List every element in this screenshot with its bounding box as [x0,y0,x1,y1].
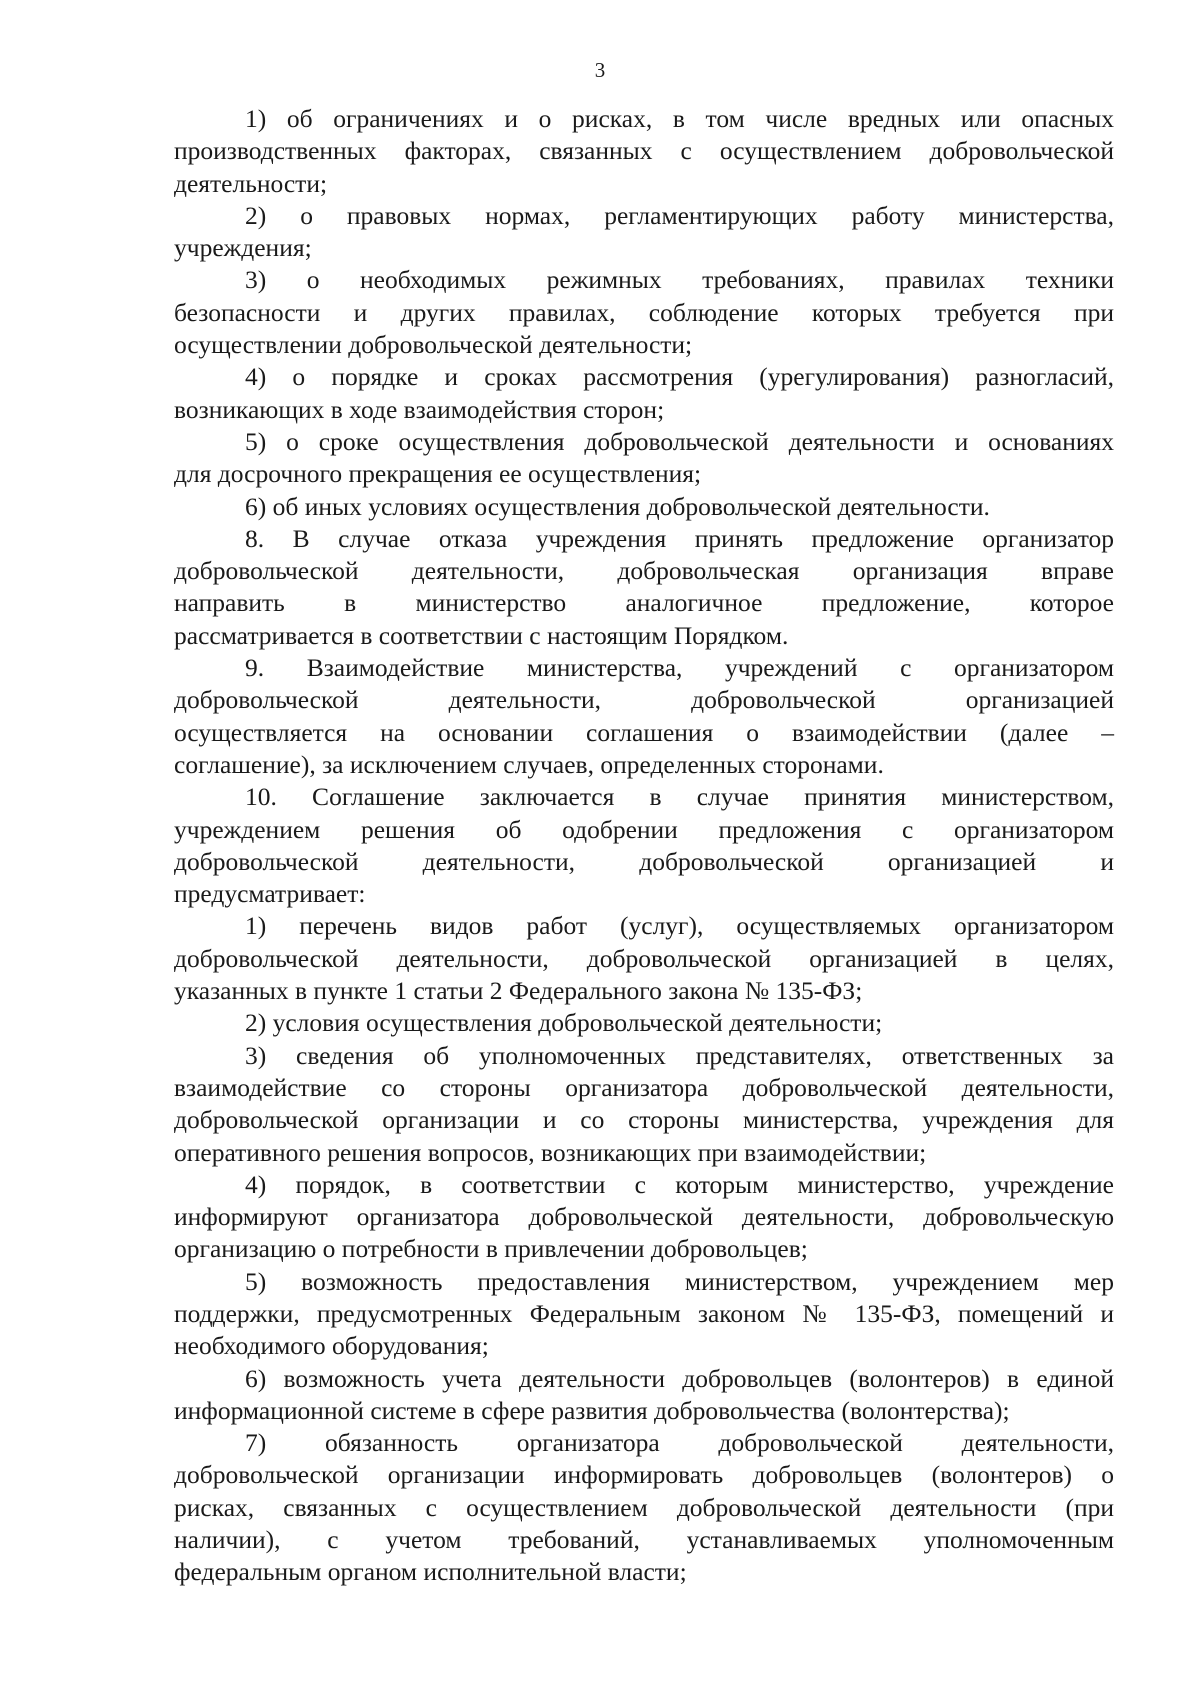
text-line: оперативного решения вопросов, возникающих при взаимодействии; [174,1137,927,1167]
text-line: соглашение), за исключением случаев, определенных сторонами. [174,749,884,779]
paragraph [174,1266,1114,1363]
paragraph [174,523,1114,652]
text-line: добровольческой организации информировать добровольцев (волонтеров) о [174,1460,1114,1490]
paragraph [174,1040,1114,1169]
text-line: 5) возможность предоставления министерством, учреждением мер [245,1266,1114,1296]
paragraph [174,200,1114,265]
text-line: информационной системе в сфере развития добровольчества (волонтерства); [174,1395,1010,1425]
text-line: осуществлении добровольческой деятельности; [174,330,693,360]
text-line: добровольческой деятельности, добровольческой организацией и [174,846,1114,876]
paragraph [174,264,1114,361]
paragraph [174,1363,1114,1428]
paragraph [174,1007,1114,1039]
paragraph [174,491,1114,523]
text-line: 9. Взаимодействие министерства, учреждений с организатором [245,653,1114,683]
text-line: рисках, связанных с осуществлением добровольческой деятельности (при [174,1492,1114,1522]
text-line: взаимодействие со стороны организатора добровольческой деятельности, [174,1072,1114,1102]
text-line: 1) об ограничениях и о рисках, в том числе вредных или опасных [245,104,1114,133]
text-line: осуществляется на основании соглашения о взаимодействии (далее – [174,717,1114,747]
text-line: предусматривает: [174,879,366,909]
text-line: 4) о порядке и сроках рассмотрения (урегулирования) разногласий, [245,362,1114,392]
text-line: направить в министерство аналогичное предложение, которое [174,588,1114,618]
text-line: федеральным органом исполнительной власти; [174,1557,687,1587]
paragraph [174,1169,1114,1266]
page-number: 3 [594,58,606,82]
text-line: 2) о правовых нормах, регламентирующих работу министерства, [245,200,1114,230]
paragraph [174,1427,1114,1588]
paragraph [174,103,1114,200]
text-line: 6) об иных условиях осуществления добровольческой деятельности. [245,491,990,521]
text-line: безопасности и других правилах, соблюдение которых требуется при [174,297,1114,327]
text-line: производственных факторах, связанных с осуществлением добровольческой [174,136,1114,166]
text-line: учреждения; [174,233,312,263]
text-line: 4) порядок, в соответствии с которым министерство, учреждение [245,1169,1114,1199]
text-line: необходимого оборудования; [174,1331,489,1361]
text-line: 5) о сроке осуществления добровольческой деятельности и основаниях [245,426,1114,456]
text-line: для досрочного прекращения ее осуществления; [174,459,702,489]
text-line: добровольческой деятельности, добровольческой организацией в целях, [174,943,1114,973]
text-line: наличии), с учетом требований, устанавливаемых уполномоченным [174,1525,1114,1555]
text-line: 6) возможность учета деятельности добровольцев (волонтеров) в единой [245,1363,1114,1393]
paragraph [174,652,1114,781]
text-line: деятельности; [174,168,328,198]
text-line: добровольческой деятельности, добровольческой организацией [174,685,1114,715]
text-line: добровольческой деятельности, добровольческая организация вправе [174,556,1114,586]
text-line: 7) обязанность организатора добровольческой деятельности, [245,1428,1114,1458]
text-line: 1) перечень видов работ (услуг), осуществляемых организатором [245,911,1114,941]
text-line: 3) о необходимых режимных требованиях, правилах техники [245,265,1114,295]
paragraph [174,426,1114,491]
paragraph [174,361,1114,426]
paragraph [174,910,1114,1007]
text-line: информируют организатора добровольческой деятельности, добровольческую [174,1202,1114,1232]
text-line: 3) сведения об уполномоченных представителях, ответственных за [245,1040,1114,1070]
text-line: указанных в пункте 1 статьи 2 Федерального закона № 135-ФЗ; [174,976,863,1006]
text-line: рассматривается в соответствии с настоящим Порядком. [174,620,789,650]
text-line: организацию о потребности в привлечении добровольцев; [174,1234,808,1264]
text-line: поддержки, предусмотренных Федеральным законом № 135-ФЗ, помещений и [174,1298,1114,1328]
document-body [174,103,1114,1589]
text-line: добровольческой организации и со стороны министерства, учреждения для [174,1105,1114,1135]
text-line: возникающих в ходе взаимодействия сторон; [174,394,665,424]
text-line: 8. В случае отказа учреждения принять предложение организатор [245,523,1114,553]
text-line: 10. Соглашение заключается в случае принятия министерством, [245,782,1114,812]
text-line: 2) условия осуществления добровольческой деятельности; [245,1008,883,1038]
paragraph [174,781,1114,910]
text-line: учреждением решения об одобрении предложения с организатором [174,814,1114,844]
